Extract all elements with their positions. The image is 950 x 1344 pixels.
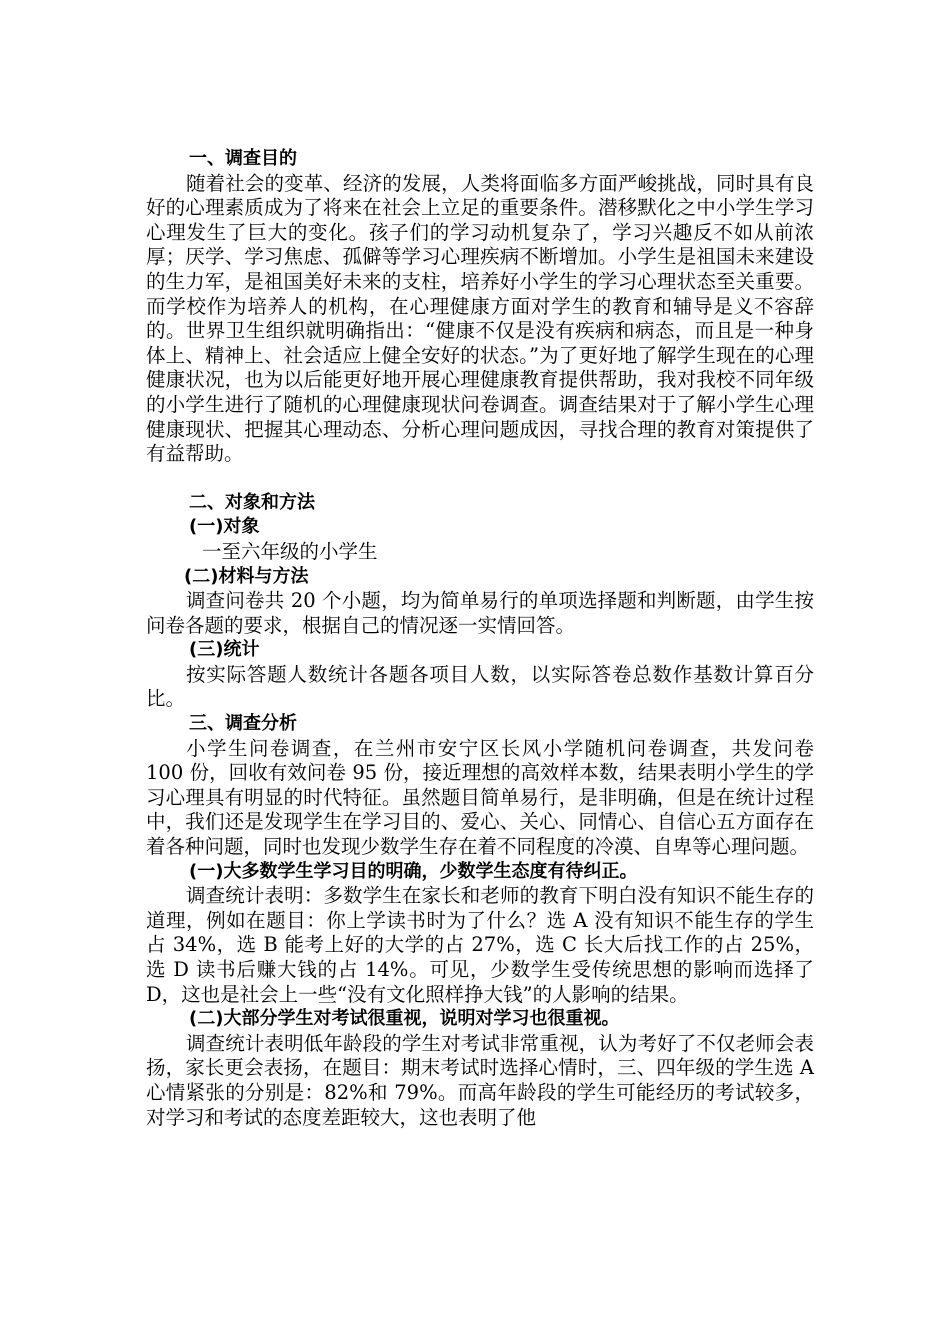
paragraph-purpose-clear: 调查统计表明：多数学生在家长和老师的教育下明白没有知识不能生存的道理，例如在题目：你上学读书时为了什么？选 A 没有知识不能生存的学生占 34%，选 B 能考上好的大学的占 27%，选 C 长大后找工作的占 25%，选 D 读书后赚大钱的占 14%。可见，少数学生受传统思想的影响而选择了 D，这也是社会上一些“没有文化照样挣大钱”的人影响的结果。 bbox=[146, 884, 814, 1006]
text-object: 一至六年级的小学生 bbox=[202, 539, 378, 563]
paragraph-analysis: 小学生问卷调查，在兰州市安宁区长风小学随机问卷调查，共发问卷 100 份，回收有效问卷 95 份，接近理想的高效样本数，结果表明小学生的学习心理具有明显的时代特征。虽然题目简单易行，是非明确，但是在统计过程中，我们还是发现学生在学习目的、爱心、关心、同情心、自信心五方面存在着各种问题，同时也发现少数学生存在着不同程度的冷漠、自卑等心理问题。 bbox=[146, 736, 814, 859]
subheading-statistics: (三)统计 bbox=[189, 639, 260, 661]
section-heading-method: 二、对象和方法 bbox=[189, 491, 315, 513]
subheading-materials: (二)材料与方法 bbox=[184, 565, 309, 587]
subheading-purpose-clear: (一)大多数学生学习目的明确，少数学生态度有待纠正。 bbox=[189, 860, 638, 882]
paragraph-exam-importance: 调查统计表明低年龄段的学生对考试非常重视，认为考好了不仅老师会表扬，家长更会表扬，在题目：期末考试时选择心情时，三、四年级的学生选 A 心情紧张的分别是：82%和 79%。而高年龄段的学生可能经历的考试较多，对学习和考试的态度差距较大，这也表明了他 bbox=[146, 1031, 814, 1129]
section-heading-purpose: 一、调查目的 bbox=[189, 148, 297, 169]
spacer bbox=[146, 467, 814, 491]
paragraph-statistics: 按实际答题人数统计各题各项目人数，以实际答卷总数作基数计算百分比。 bbox=[146, 662, 814, 711]
paragraph-purpose: 随着社会的变革、经济的发展，人类将面临多方面严峻挑战，同时具有良好的心理素质成为了将来在社会上立足的重要条件。潜移默化之中小学生学习心理发生了巨大的变化。孩子们的学习动机复杂了，学习兴趣反不如从前浓厚；厌学、学习焦虑、孤僻等学习心理疾病不断增加。小学生是祖国未来建设的生力军，是祖国美好未来的支柱，培养好小学生的学习心理状态至关重要。而学校作为培养人的机构，在心理健康方面对学生的教育和辅导是义不容辞的。世界卫生组织就明确指出：“健康不仅是没有疾病和病态，而且是一种身体上、精神上、社会适应上健全安好的状态。”为了更好地了解学生现在的心理健康状况，也为以后能更好地开展心理健康教育提供帮助，我对我校不同年级的小学生进行了随机的心理健康现状问卷调查。调查结果对于了解小学生心理健康现状、把握其心理动态、分析心理问题成因，寻找合理的教育对策提供了有益帮助。 bbox=[146, 171, 814, 466]
subheading-exam-importance: (二)大部分学生对考试很重视，说明对学习也很重视。 bbox=[189, 1008, 620, 1030]
section-heading-analysis: 三、调查分析 bbox=[189, 713, 297, 735]
subheading-object: (一)对象 bbox=[189, 516, 260, 538]
paragraph-materials: 调查问卷共 20 个小题，均为简单易行的单项选择题和判断题，由学生按问卷各题的要求，根据自己的情况逐一实情回答。 bbox=[146, 589, 814, 637]
document-page bbox=[146, 147, 814, 1130]
